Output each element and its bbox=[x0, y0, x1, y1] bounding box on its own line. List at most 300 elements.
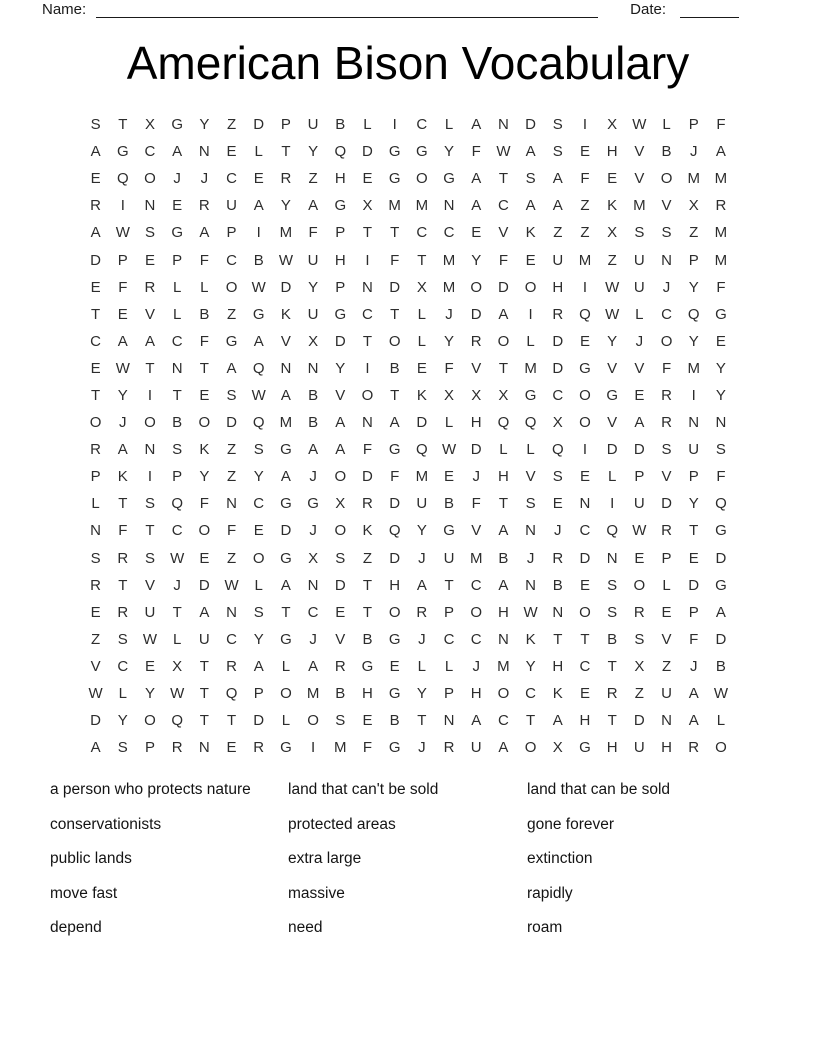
grid-letter: P bbox=[172, 251, 183, 269]
grid-letter: D bbox=[280, 522, 292, 540]
grid-letter: G bbox=[416, 143, 428, 161]
grid-letter: P bbox=[634, 468, 645, 486]
grid-letter: Z bbox=[607, 251, 617, 269]
word-item: land that can be sold bbox=[527, 781, 671, 798]
grid-letter: B bbox=[661, 143, 672, 161]
grid-letter: Y bbox=[308, 278, 319, 296]
grid-letter: E bbox=[389, 657, 400, 675]
grid-letter: X bbox=[172, 657, 183, 675]
grid-letter: M bbox=[306, 685, 320, 703]
grid-letter: T bbox=[226, 712, 237, 730]
grid-letter: T bbox=[172, 386, 182, 404]
grid-letter: D bbox=[226, 414, 237, 432]
grid-letter: E bbox=[144, 657, 155, 675]
grid-letter: G bbox=[116, 143, 129, 161]
grid-letter: L bbox=[172, 278, 182, 296]
grid-letter: I bbox=[582, 441, 588, 459]
word-item: public lands bbox=[50, 850, 132, 868]
grid-letter: J bbox=[173, 170, 181, 188]
grid-letter: J bbox=[173, 576, 181, 594]
grid-letter: T bbox=[362, 576, 373, 594]
grid-letter: S bbox=[144, 224, 155, 242]
grid-letter: T bbox=[607, 657, 617, 675]
grid-letter: R bbox=[715, 197, 727, 215]
grid-letter: N bbox=[307, 359, 319, 377]
grid-letter: H bbox=[362, 685, 373, 703]
grid-letter: R bbox=[334, 657, 346, 675]
grid-letter: O bbox=[524, 278, 537, 296]
grid-letter: E bbox=[579, 468, 590, 486]
grid-letter: A bbox=[389, 414, 400, 432]
grid-letter: D bbox=[334, 576, 346, 594]
grid-letter: L bbox=[444, 116, 454, 134]
grid-letter: V bbox=[498, 224, 509, 242]
word-item: land that can't be sold bbox=[288, 781, 439, 798]
grid-letter: O bbox=[524, 739, 537, 757]
grid-letter: Y bbox=[280, 197, 291, 215]
grid-letter: V bbox=[607, 359, 618, 377]
grid-letter: Q bbox=[551, 441, 564, 459]
grid-letter: Q bbox=[225, 685, 238, 703]
grid-letter: C bbox=[497, 712, 509, 730]
grid-letter: A bbox=[199, 603, 210, 621]
grid-letter: V bbox=[90, 657, 101, 675]
grid-letter: X bbox=[688, 197, 699, 215]
grid-letter: G bbox=[307, 495, 319, 513]
grid-letter: N bbox=[171, 359, 183, 377]
grid-letter: Y bbox=[253, 630, 264, 648]
grid-letter: T bbox=[390, 224, 400, 242]
grid-letter: Z bbox=[362, 549, 373, 567]
word-item: extra large bbox=[288, 850, 362, 868]
grid-letter: V bbox=[661, 468, 672, 486]
grid-letter: B bbox=[308, 386, 319, 404]
word-item: extinction bbox=[527, 850, 593, 868]
grid-letter: S bbox=[552, 143, 563, 161]
grid-letter: N bbox=[661, 251, 672, 269]
grid-letter: S bbox=[552, 468, 563, 486]
grid-letter: D bbox=[715, 549, 727, 567]
grid-letter: E bbox=[444, 468, 455, 486]
grid-letter: U bbox=[307, 116, 319, 134]
grid-letter: E bbox=[688, 549, 699, 567]
grid-letter: Q bbox=[497, 414, 510, 432]
word-item: move fast bbox=[50, 884, 118, 902]
grid-letter: H bbox=[497, 468, 509, 486]
grid-letter: K bbox=[525, 224, 536, 242]
grid-letter: P bbox=[688, 468, 699, 486]
grid-letter: H bbox=[579, 712, 591, 730]
grid-letter: G bbox=[715, 576, 727, 594]
grid-letter: W bbox=[605, 278, 620, 296]
grid-letter: U bbox=[307, 305, 319, 323]
grid-letter: E bbox=[525, 251, 536, 269]
grid-letter: V bbox=[144, 576, 155, 594]
grid-letter: O bbox=[361, 386, 374, 404]
grid-letter: I bbox=[392, 116, 397, 134]
grid-letter: L bbox=[526, 332, 535, 350]
grid-letter: M bbox=[687, 359, 700, 377]
grid-letter: T bbox=[172, 603, 182, 621]
grid-letter: L bbox=[444, 414, 454, 432]
grid-letter: N bbox=[90, 522, 102, 540]
grid-letter: S bbox=[335, 712, 346, 730]
date-underline bbox=[680, 4, 739, 18]
grid-letter: E bbox=[634, 386, 645, 404]
grid-letter: Y bbox=[144, 685, 155, 703]
grid-letter: T bbox=[281, 603, 291, 621]
grid-letter: B bbox=[389, 359, 400, 377]
grid-letter: M bbox=[415, 468, 429, 486]
grid-letter: L bbox=[254, 576, 263, 594]
grid-letter: T bbox=[145, 522, 155, 540]
grid-letter: W bbox=[632, 116, 647, 134]
word-list-column bbox=[50, 773, 251, 946]
grid-letter: V bbox=[525, 468, 536, 486]
grid-letter: W bbox=[251, 386, 266, 404]
word-item: a person who protects nature bbox=[50, 781, 251, 798]
grid-letter: T bbox=[362, 332, 373, 350]
grid-letter: P bbox=[444, 685, 455, 703]
grid-letter: S bbox=[607, 576, 618, 594]
grid-letter: Y bbox=[253, 468, 264, 486]
grid-letter: A bbox=[688, 685, 699, 703]
grid-letter: F bbox=[716, 468, 726, 486]
grid-letter: C bbox=[497, 197, 509, 215]
grid-letter: D bbox=[552, 359, 564, 377]
grid-letter: O bbox=[497, 685, 510, 703]
grid-letter: G bbox=[280, 549, 292, 567]
header-row bbox=[42, 1, 739, 18]
grid-letter: P bbox=[661, 549, 672, 567]
grid-letter: H bbox=[552, 278, 564, 296]
grid-letter: Y bbox=[444, 143, 455, 161]
grid-letter: Y bbox=[117, 386, 128, 404]
grid-letter: K bbox=[607, 197, 618, 215]
grid-letter: Z bbox=[226, 468, 237, 486]
grid-letter: R bbox=[633, 603, 645, 621]
grid-letter: T bbox=[362, 603, 373, 621]
grid-letter: F bbox=[498, 251, 508, 269]
grid-letter: A bbox=[172, 143, 183, 161]
grid-letter: S bbox=[661, 224, 672, 242]
grid-letter: G bbox=[388, 630, 401, 648]
grid-letter: O bbox=[198, 522, 211, 540]
grid-letter: Y bbox=[416, 685, 427, 703]
grid-letter: L bbox=[716, 712, 726, 730]
grid-letter: Y bbox=[688, 278, 699, 296]
grid-letter: O bbox=[416, 170, 428, 188]
grid-letter: J bbox=[526, 549, 535, 567]
grid-letter: U bbox=[198, 630, 210, 648]
grid-letter: T bbox=[281, 143, 291, 161]
grid-letter: C bbox=[579, 522, 591, 540]
grid-letter: N bbox=[198, 143, 210, 161]
grid-letter: L bbox=[662, 576, 671, 594]
grid-letter: L bbox=[607, 468, 617, 486]
grid-letter: Z bbox=[226, 441, 237, 459]
grid-letter: U bbox=[226, 197, 237, 215]
grid-letter: B bbox=[172, 414, 183, 432]
grid-letter: A bbox=[498, 576, 509, 594]
grid-letter: E bbox=[172, 197, 183, 215]
grid-letter: Y bbox=[444, 332, 455, 350]
grid-letter: C bbox=[416, 116, 428, 134]
grid-letter: G bbox=[443, 170, 455, 188]
grid-letter: Z bbox=[689, 224, 699, 242]
grid-letter: F bbox=[471, 143, 481, 161]
grid-letter: D bbox=[389, 278, 401, 296]
grid-letter: O bbox=[198, 414, 211, 432]
grid-letter: P bbox=[280, 116, 291, 134]
grid-letter: I bbox=[256, 224, 261, 242]
grid-letter: R bbox=[552, 549, 564, 567]
grid-letter: P bbox=[117, 251, 128, 269]
grid-letter: S bbox=[661, 441, 672, 459]
grid-letter: B bbox=[335, 685, 346, 703]
word-item: protected areas bbox=[288, 815, 396, 833]
grid-letter: C bbox=[171, 522, 183, 540]
grid-letter: I bbox=[311, 739, 316, 757]
grid-letter: E bbox=[199, 386, 210, 404]
grid-letter: R bbox=[470, 332, 482, 350]
grid-letter: G bbox=[388, 685, 401, 703]
grid-letter: D bbox=[362, 468, 373, 486]
grid-letter: Q bbox=[687, 305, 700, 323]
grid-letter: L bbox=[417, 305, 427, 323]
grid-letter: J bbox=[445, 305, 453, 323]
grid-letter: D bbox=[253, 712, 265, 730]
grid-letter: C bbox=[470, 576, 482, 594]
grid-letter: A bbox=[226, 359, 237, 377]
grid-letter: S bbox=[552, 116, 563, 134]
grid-letter: X bbox=[552, 739, 563, 757]
grid-letter: C bbox=[552, 386, 564, 404]
grid-letter: A bbox=[280, 386, 291, 404]
grid-letter: A bbox=[280, 468, 291, 486]
grid-letter: A bbox=[471, 197, 482, 215]
grid-letter: V bbox=[280, 332, 291, 350]
grid-letter: K bbox=[552, 685, 563, 703]
grid-letter: K bbox=[280, 305, 291, 323]
grid-letter: G bbox=[280, 495, 292, 513]
grid-letter: A bbox=[552, 197, 563, 215]
grid-letter: G bbox=[443, 522, 455, 540]
grid-letter: A bbox=[498, 305, 509, 323]
grid-letter: D bbox=[280, 278, 292, 296]
grid-letter: T bbox=[362, 224, 373, 242]
grid-letter: Y bbox=[335, 359, 346, 377]
grid-letter: C bbox=[443, 224, 455, 242]
grid-letter: P bbox=[253, 685, 264, 703]
grid-letter: A bbox=[90, 224, 101, 242]
grid-letter: X bbox=[498, 386, 509, 404]
grid-letter: L bbox=[417, 657, 427, 675]
grid-letter: R bbox=[198, 197, 210, 215]
name-underline bbox=[96, 4, 598, 18]
grid-letter: K bbox=[117, 468, 128, 486]
grid-letter: E bbox=[90, 603, 101, 621]
grid-letter: A bbox=[253, 657, 264, 675]
grid-letter: S bbox=[634, 630, 645, 648]
grid-letter: Z bbox=[226, 549, 237, 567]
grid-letter: A bbox=[525, 197, 536, 215]
grid-letter: U bbox=[416, 495, 428, 513]
grid-letter: U bbox=[633, 739, 645, 757]
grid-letter: A bbox=[199, 224, 210, 242]
grid-letter: A bbox=[253, 332, 264, 350]
grid-letter: Z bbox=[308, 170, 318, 188]
grid-letter: O bbox=[388, 332, 401, 350]
grid-letter: U bbox=[144, 603, 156, 621]
grid-letter: N bbox=[552, 603, 564, 621]
grid-letter: T bbox=[199, 359, 209, 377]
grid-letter: L bbox=[499, 441, 508, 459]
grid-letter: K bbox=[362, 522, 373, 540]
grid-letter: G bbox=[280, 630, 292, 648]
grid-letter: F bbox=[716, 278, 726, 296]
grid-letter: R bbox=[90, 576, 102, 594]
grid-letter: A bbox=[280, 576, 291, 594]
grid-letter: A bbox=[253, 197, 264, 215]
grid-letter: W bbox=[142, 630, 158, 648]
grid-letter: T bbox=[118, 576, 128, 594]
grid-letter: N bbox=[280, 359, 292, 377]
grid-letter: P bbox=[226, 224, 237, 242]
grid-letter: M bbox=[442, 251, 456, 269]
grid-letter: S bbox=[253, 441, 264, 459]
grid-letter: N bbox=[606, 549, 618, 567]
grid-letter: H bbox=[389, 576, 401, 594]
grid-letter: S bbox=[525, 170, 536, 188]
grid-letter: J bbox=[418, 549, 426, 567]
grid-letter: E bbox=[634, 549, 645, 567]
grid-letter: A bbox=[471, 170, 482, 188]
grid-letter: H bbox=[497, 603, 509, 621]
grid-letter: A bbox=[335, 441, 346, 459]
grid-letter: P bbox=[144, 739, 155, 757]
grid-letter: G bbox=[388, 441, 401, 459]
grid-letter: O bbox=[334, 522, 347, 540]
grid-letter: Z bbox=[634, 685, 644, 703]
word-item: depend bbox=[50, 919, 102, 937]
grid-letter: R bbox=[144, 278, 156, 296]
grid-letter: J bbox=[119, 414, 127, 432]
grid-letter: U bbox=[633, 251, 645, 269]
grid-letter: D bbox=[334, 332, 346, 350]
grid-letter: X bbox=[552, 414, 563, 432]
grid-letter: A bbox=[688, 712, 699, 730]
grid-letter: S bbox=[715, 441, 726, 459]
grid-letter: D bbox=[470, 305, 482, 323]
grid-letter: A bbox=[90, 739, 101, 757]
grid-letter: J bbox=[200, 170, 209, 188]
grid-letter: L bbox=[662, 116, 671, 134]
grid-letter: R bbox=[117, 549, 129, 567]
grid-letter: X bbox=[308, 332, 319, 350]
grid-letter: B bbox=[335, 116, 346, 134]
grid-letter: M bbox=[524, 359, 537, 377]
grid-letter: N bbox=[307, 576, 319, 594]
grid-letter: G bbox=[715, 305, 727, 323]
grid-letter: O bbox=[144, 170, 156, 188]
grid-letter: P bbox=[335, 224, 346, 242]
grid-letter: T bbox=[580, 630, 590, 648]
grid-letter: C bbox=[171, 332, 183, 350]
grid-letter: U bbox=[307, 251, 319, 269]
grid-letter: C bbox=[117, 657, 129, 675]
grid-letter: Q bbox=[171, 495, 183, 513]
grid-letter: D bbox=[389, 549, 401, 567]
grid-letter: F bbox=[471, 495, 481, 513]
grid-letter: Q bbox=[171, 712, 183, 730]
grid-letter: C bbox=[443, 630, 455, 648]
grid-letter: Y bbox=[117, 712, 128, 730]
grid-letter: E bbox=[144, 251, 155, 269]
grid-letter: H bbox=[552, 657, 564, 675]
grid-letter: W bbox=[115, 224, 130, 242]
grid-letter: R bbox=[362, 495, 373, 513]
grid-letter: Y bbox=[688, 332, 699, 350]
grid-letter: H bbox=[606, 143, 618, 161]
grid-letter: R bbox=[280, 170, 292, 188]
grid-letter: W bbox=[632, 522, 647, 540]
grid-letter: A bbox=[335, 414, 346, 432]
grid-letter: D bbox=[525, 116, 537, 134]
grid-letter: C bbox=[661, 305, 672, 323]
grid-letter: P bbox=[172, 468, 183, 486]
grid-letter: Z bbox=[226, 305, 237, 323]
grid-letter: D bbox=[90, 251, 102, 269]
grid-letter: D bbox=[198, 576, 210, 594]
grid-letter: D bbox=[661, 495, 672, 513]
grid-letter: A bbox=[117, 332, 128, 350]
grid-letter: Q bbox=[524, 414, 537, 432]
grid-letter: M bbox=[469, 549, 483, 567]
grid-letter: W bbox=[170, 549, 185, 567]
grid-letter: I bbox=[365, 359, 370, 377]
date-label: Date: bbox=[630, 1, 666, 18]
grid-letter: S bbox=[172, 441, 183, 459]
grid-letter: M bbox=[578, 251, 592, 269]
grid-letter: Y bbox=[416, 522, 427, 540]
word-item: roam bbox=[527, 919, 563, 937]
grid-letter: T bbox=[553, 630, 563, 648]
grid-letter: H bbox=[470, 414, 482, 432]
grid-letter: N bbox=[525, 576, 537, 594]
grid-letter: D bbox=[389, 495, 401, 513]
grid-letter: J bbox=[472, 657, 480, 675]
grid-letter: U bbox=[470, 739, 482, 757]
grid-letter: L bbox=[200, 278, 209, 296]
grid-letter: Y bbox=[199, 116, 210, 134]
grid-letter: C bbox=[253, 495, 265, 513]
grid-letter: R bbox=[416, 603, 428, 621]
grid-letter: I bbox=[365, 251, 370, 269]
grid-letter: B bbox=[552, 576, 563, 594]
grid-letter: E bbox=[90, 170, 101, 188]
grid-letter: S bbox=[144, 495, 155, 513]
grid-letter: U bbox=[633, 495, 645, 513]
grid-letter: E bbox=[552, 495, 563, 513]
grid-letter: T bbox=[199, 657, 209, 675]
grid-letter: Q bbox=[416, 441, 428, 459]
grid-letter: L bbox=[172, 305, 182, 323]
grid-letter: Y bbox=[715, 359, 726, 377]
grid-letter: F bbox=[580, 170, 590, 188]
grid-letter: U bbox=[552, 251, 564, 269]
grid-letter: G bbox=[334, 305, 347, 323]
